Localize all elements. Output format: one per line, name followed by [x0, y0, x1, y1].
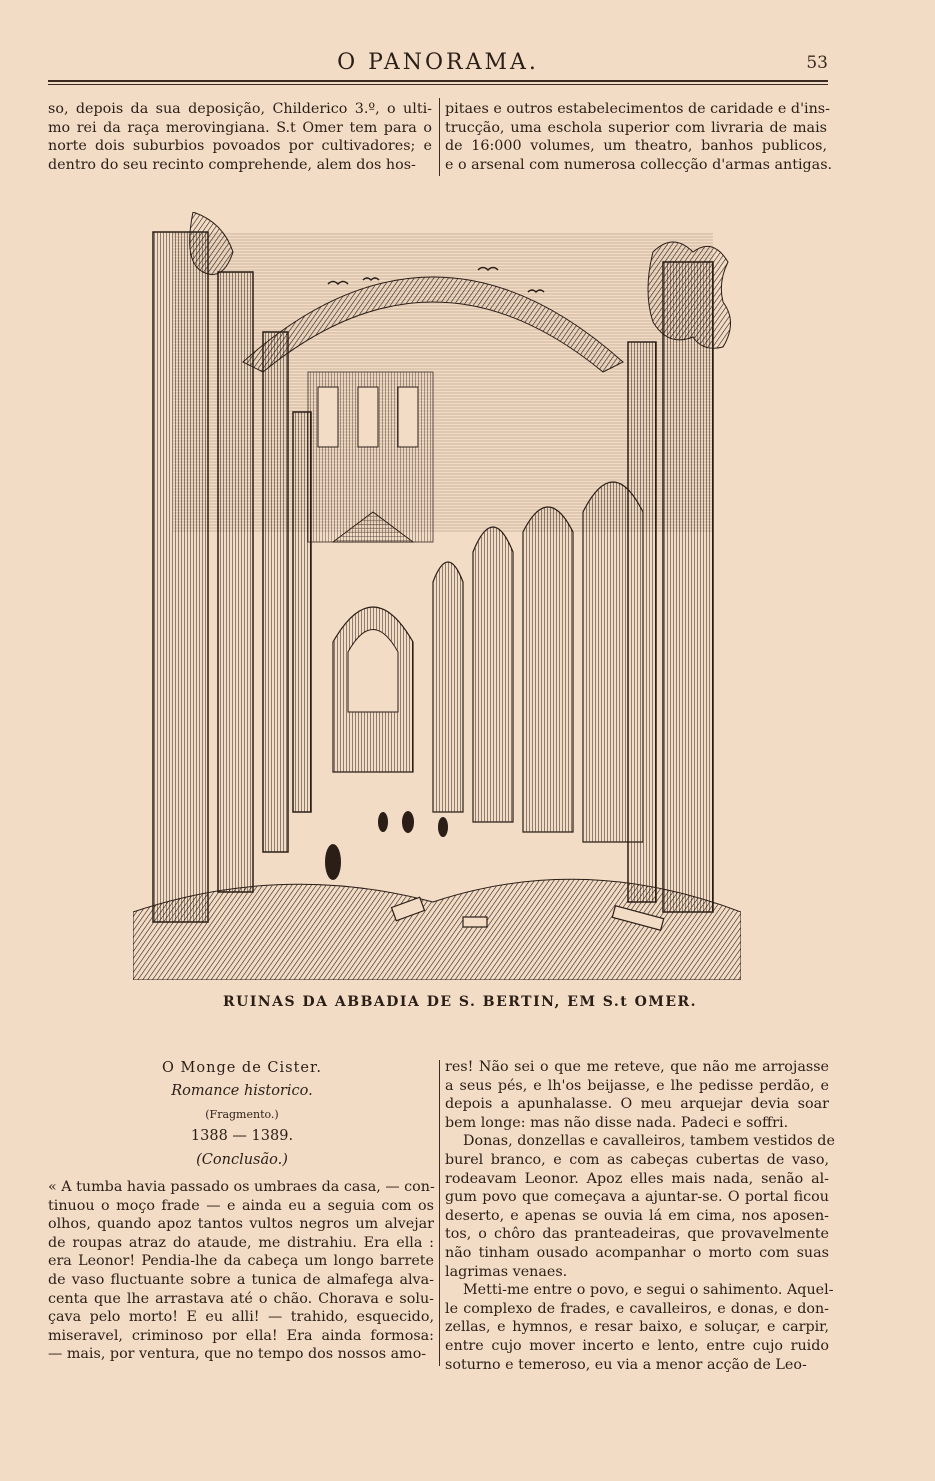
header-rule-thin	[48, 84, 828, 85]
top-left-column	[48, 100, 432, 174]
text-line: a seus pés, e lh'os beijasse, e lhe pedisse perdão, e	[445, 1077, 829, 1094]
text-line: res! Não sei o que me reteve, que não me arrojasse	[445, 1059, 829, 1075]
text-line: lagrimas venaes.	[445, 1263, 568, 1280]
text-line: norte dois suburbios povoados por cultivadores; e	[48, 138, 432, 155]
text-line: pitaes e outros estabelecimentos de caridade e d'ins-	[445, 101, 830, 117]
text-line: não tinham ousado acompanhar o morto com suas	[445, 1244, 829, 1261]
text-line: e o arsenal com numerosa collecção d'armas antigas.	[445, 156, 833, 173]
text-line: entre cujo mover incerto e lento, entre cujo ruido	[445, 1337, 829, 1354]
column-divider-top	[439, 98, 440, 176]
text-line: « A tumba havia passado os umbraes da casa, — con-	[48, 1179, 435, 1195]
text-line: bem longe: mas não disse nada. Padeci e soffri.	[445, 1114, 789, 1131]
article-fragment-note: (Fragmento.)	[205, 1108, 279, 1121]
text-line: so, depois da sua deposição, Childerico 3.º, o ulti-	[48, 101, 432, 117]
text-line: çava pelo morto! E eu alli! — trahido, esquecido,	[48, 1309, 434, 1326]
page-header	[48, 50, 828, 84]
text-line: gum povo que começava a ajuntar-se. O portal ficou	[445, 1189, 829, 1206]
text-line: Donas, donzellas e cavalleiros, tambem vestidos de	[463, 1133, 835, 1150]
text-line: dentro do seu recinto comprehende, alem dos hos-	[48, 156, 416, 173]
top-right-column	[445, 100, 833, 174]
column-divider-bottom	[439, 1060, 440, 1366]
text-line: tinuou o moço frade — e ainda eu a seguia com os	[48, 1197, 434, 1214]
text-line: olhos, quando apoz tantos vultos negros um alvejar	[48, 1216, 434, 1233]
publication-title: O PANORAMA.	[337, 50, 539, 75]
text-line: centa que lhe arrastava até o chão. Chorava e solu-	[48, 1290, 434, 1307]
article-title: O Monge de Cister.	[162, 1060, 322, 1076]
text-line: era Leonor! Pendia-lhe da cabeça um longo barrete	[48, 1253, 434, 1270]
text-line: zellas, e hymnos, e resar baixo, e soluçar, e carpir,	[445, 1319, 829, 1336]
article-conclusion-note: (Conclusão.)	[196, 1152, 288, 1168]
page-number: 53	[806, 53, 828, 73]
text-line: soturno e temeroso, eu via a menor acção de Leo-	[445, 1356, 807, 1373]
text-line: le complexo de frades, e cavalleiros, e donas, e don-	[445, 1300, 829, 1317]
text-line: — mais, por ventura, que no tempo dos nossos amo-	[48, 1346, 427, 1363]
text-line: burel branco, e com as cabeças cubertas de vaso,	[445, 1151, 829, 1168]
text-line: de 16:000 volumes, um theatro, banhos publicos,	[445, 138, 827, 155]
text-line: depois a apunhalasse. O meu arquejar devia soar	[445, 1096, 829, 1113]
text-line: de vaso fluctuante sobre a tunica de almafega alva-	[48, 1271, 434, 1288]
text-line: Metti-me entre o povo, e segui o sahimento. Aquel-	[463, 1282, 834, 1299]
article-subtitle: Romance historico.	[171, 1083, 313, 1099]
text-line: trucção, uma eschola superior com livraria de mais	[445, 119, 827, 136]
ruins-engraving-illustration	[133, 212, 741, 980]
text-line: tos, o chôro das pranteadeiras, que provavelmente	[445, 1226, 829, 1243]
text-line: mo rei da raça merovingiana. S.t Omer tem para o	[48, 119, 432, 136]
text-line: deserto, e apenas se ouvia lá em cima, nos aposen-	[445, 1207, 829, 1224]
article-years: 1388 — 1389.	[190, 1128, 294, 1144]
bottom-right-column	[445, 1058, 835, 1374]
text-line: miseravel, criminoso por ella! Era ainda formosa:	[48, 1327, 434, 1344]
bottom-left-column	[48, 1178, 434, 1364]
figure-caption: RUINAS DA ABBADIA DE S. BERTIN, EM S.t OMER.	[222, 994, 698, 1010]
text-line: de roupas atraz do ataude, me distrahiu. Era ella :	[48, 1234, 434, 1251]
header-rule	[48, 80, 828, 82]
text-line: rodeavam Leonor. Apoz elles mais nada, senão al-	[445, 1170, 829, 1187]
